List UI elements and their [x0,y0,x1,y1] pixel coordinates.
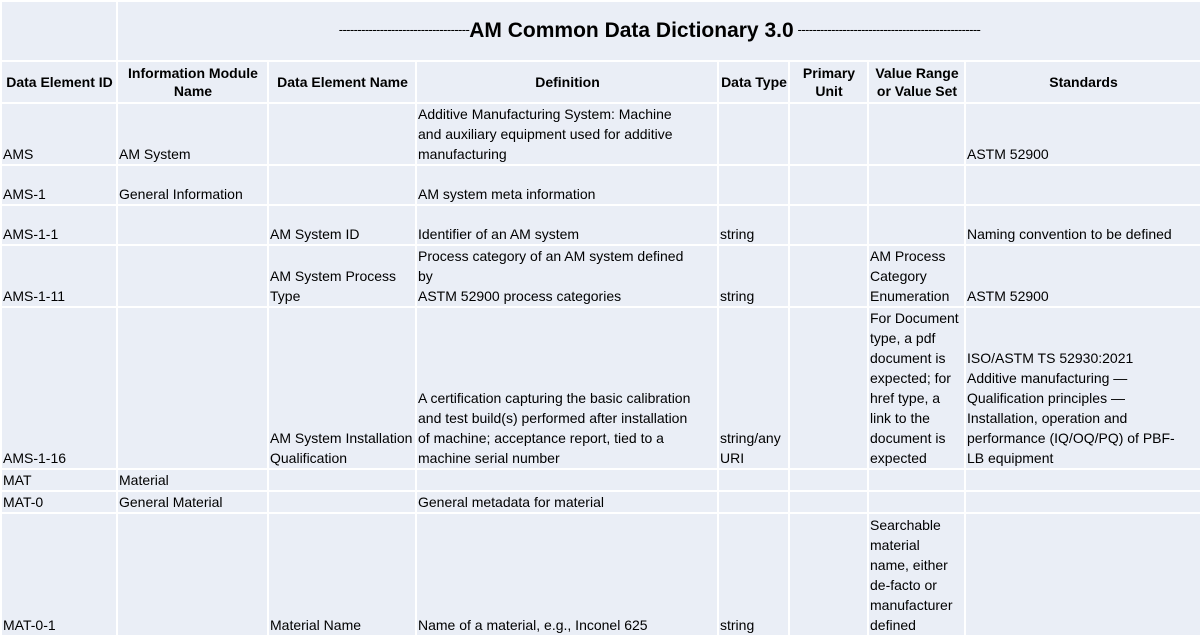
cell-standards-line: LB equipment [967,450,1054,466]
cell-range [868,491,965,513]
table-title [117,1,1200,61]
cell-range-line: manufacturer [870,597,953,613]
cell-module [117,307,268,469]
title-dashes-right: ------------------------------------------------- [797,22,981,37]
cell-module: General Information [117,165,268,205]
table-row [1,103,1200,165]
cell-definition-line: Additive Manufacturing System: Machine [418,106,672,122]
cell-standards [965,205,1200,245]
table-row [1,307,1200,469]
cell-range-line: material [870,537,920,553]
cell-range-line: For Document [870,310,959,326]
table-row [1,205,1200,245]
table-row [1,513,1200,636]
cell-module [117,513,268,636]
cell-definition-line: A certification capturing the basic calibration [418,390,691,406]
cell-standards [965,491,1200,513]
cell-module: General Material [117,491,268,513]
cell-definition-line: Identifier of an AM system [418,226,580,242]
cell-standards-line: ISO/ASTM TS 52930:2021 [967,350,1134,366]
col-header-standards: Standards [965,61,1200,103]
cell-unit [789,307,868,469]
table-row [1,469,1200,491]
cell-range-line: AM Process [870,248,946,264]
cell-standards-line: ASTM 52900 [967,146,1049,162]
cell-name: AM System Process Type [268,245,416,307]
cell-definition-line: ASTM 52900 process categories [418,288,622,304]
cell-type: string/any URI [718,307,789,469]
cell-range-line: type, a pdf [870,330,936,346]
cell-name [268,103,416,165]
cell-standards-line: ASTM 52900 [967,288,1049,304]
cell-module: Material [117,469,268,491]
cell-range [868,469,965,491]
table-row [1,245,1200,307]
cell-definition-line: and auxiliary equipment used for additive [418,126,673,142]
cell-name: AM System Installation Qualification [268,307,416,469]
col-header-range: Value Range or Value Set [868,61,965,103]
cell-id: MAT [1,469,117,491]
cell-id: AMS-1-16 [1,307,117,469]
cell-unit [789,469,868,491]
cell-definition-line: manufacturing [418,146,507,162]
cell-range-line: Searchable [870,517,941,533]
cell-definition-line: Name of a material, e.g., Inconel 625 [418,617,648,633]
cell-definition [416,245,718,307]
cell-range-line: Enumeration [870,288,950,304]
cell-type [718,103,789,165]
cell-standards [965,245,1200,307]
cell-id: MAT-0-1 [1,513,117,636]
cell-type: string [718,513,789,636]
cell-name [268,469,416,491]
table-row [1,491,1200,513]
table-row [1,165,1200,205]
cell-range-line: document is [870,350,946,366]
cell-type [718,469,789,491]
cell-range-line: name, either [870,557,948,573]
cell-definition-line: machine serial number [418,450,560,466]
cell-type: string [718,245,789,307]
cell-type: string [718,205,789,245]
cell-range [868,307,965,469]
cell-standards [965,103,1200,165]
cell-id: AMS-1 [1,165,117,205]
cell-id: AMS [1,103,117,165]
col-header-unit: Primary Unit [789,61,868,103]
title-text: AM Common Data Dictionary 3.0 [469,19,794,42]
cell-module [117,205,268,245]
cell-definition-line: General metadata for material [418,494,604,510]
cell-unit [789,165,868,205]
title-row [1,1,1200,61]
cell-range-line: de-facto or [870,577,937,593]
cell-module [117,245,268,307]
cell-range [868,165,965,205]
col-header-module: Information Module Name [117,61,268,103]
cell-definition-line: AM system meta information [418,186,596,202]
cell-standards-line: Qualification principles — [967,390,1125,406]
header-row [1,61,1200,103]
cell-range [868,513,965,636]
cell-name [268,165,416,205]
cell-type [718,165,789,205]
cell-range-line: expected [870,450,927,466]
cell-id: MAT-0 [1,491,117,513]
title-spacer-cell [1,1,117,61]
title-dashes-left: ----------------------------------- [338,22,470,37]
cell-definition-line: by [418,268,433,284]
col-header-definition: Definition [416,61,718,103]
cell-range [868,245,965,307]
cell-unit [789,205,868,245]
cell-unit [789,103,868,165]
cell-range [868,103,965,165]
cell-name [268,491,416,513]
cell-range-line: defined [870,617,916,633]
cell-standards [965,513,1200,636]
cell-range-line: link to the [870,410,930,426]
cell-definition-line: Process category of an AM system defined [418,248,684,264]
cell-id: AMS-1-1 [1,205,117,245]
cell-definition-line: of machine; acceptance report, tied to a [418,430,664,446]
col-header-id: Data Element ID [1,61,117,103]
cell-range-line: Category [870,268,927,284]
cell-definition [416,103,718,165]
cell-definition [416,307,718,469]
cell-definition [416,513,718,636]
cell-name: AM System ID [268,205,416,245]
cell-standards [965,307,1200,469]
cell-standards-line: Installation, operation and [967,410,1128,426]
col-header-name: Data Element Name [268,61,416,103]
cell-unit [789,245,868,307]
cell-standards-line: performance (IQ/OQ/PQ) of PBF- [967,430,1175,446]
cell-standards [965,165,1200,205]
cell-unit [789,491,868,513]
cell-definition [416,469,718,491]
cell-definition [416,491,718,513]
cell-standards-line: Naming convention to be defined [967,226,1172,242]
cell-unit [789,513,868,636]
cell-type [718,491,789,513]
cell-range-line: expected; for [870,370,951,386]
cell-definition-line: and test build(s) performed after installation [418,410,688,426]
cell-standards [965,469,1200,491]
cell-id: AMS-1-11 [1,245,117,307]
cell-range-line: document is [870,430,946,446]
cell-module: AM System [117,103,268,165]
cell-standards-line: Additive manufacturing — [967,370,1128,386]
cell-definition [416,165,718,205]
col-header-type: Data Type [718,61,789,103]
cell-range [868,205,965,245]
cell-definition [416,205,718,245]
cell-range-line: href type, a [870,390,941,406]
cell-name: Material Name [268,513,416,636]
